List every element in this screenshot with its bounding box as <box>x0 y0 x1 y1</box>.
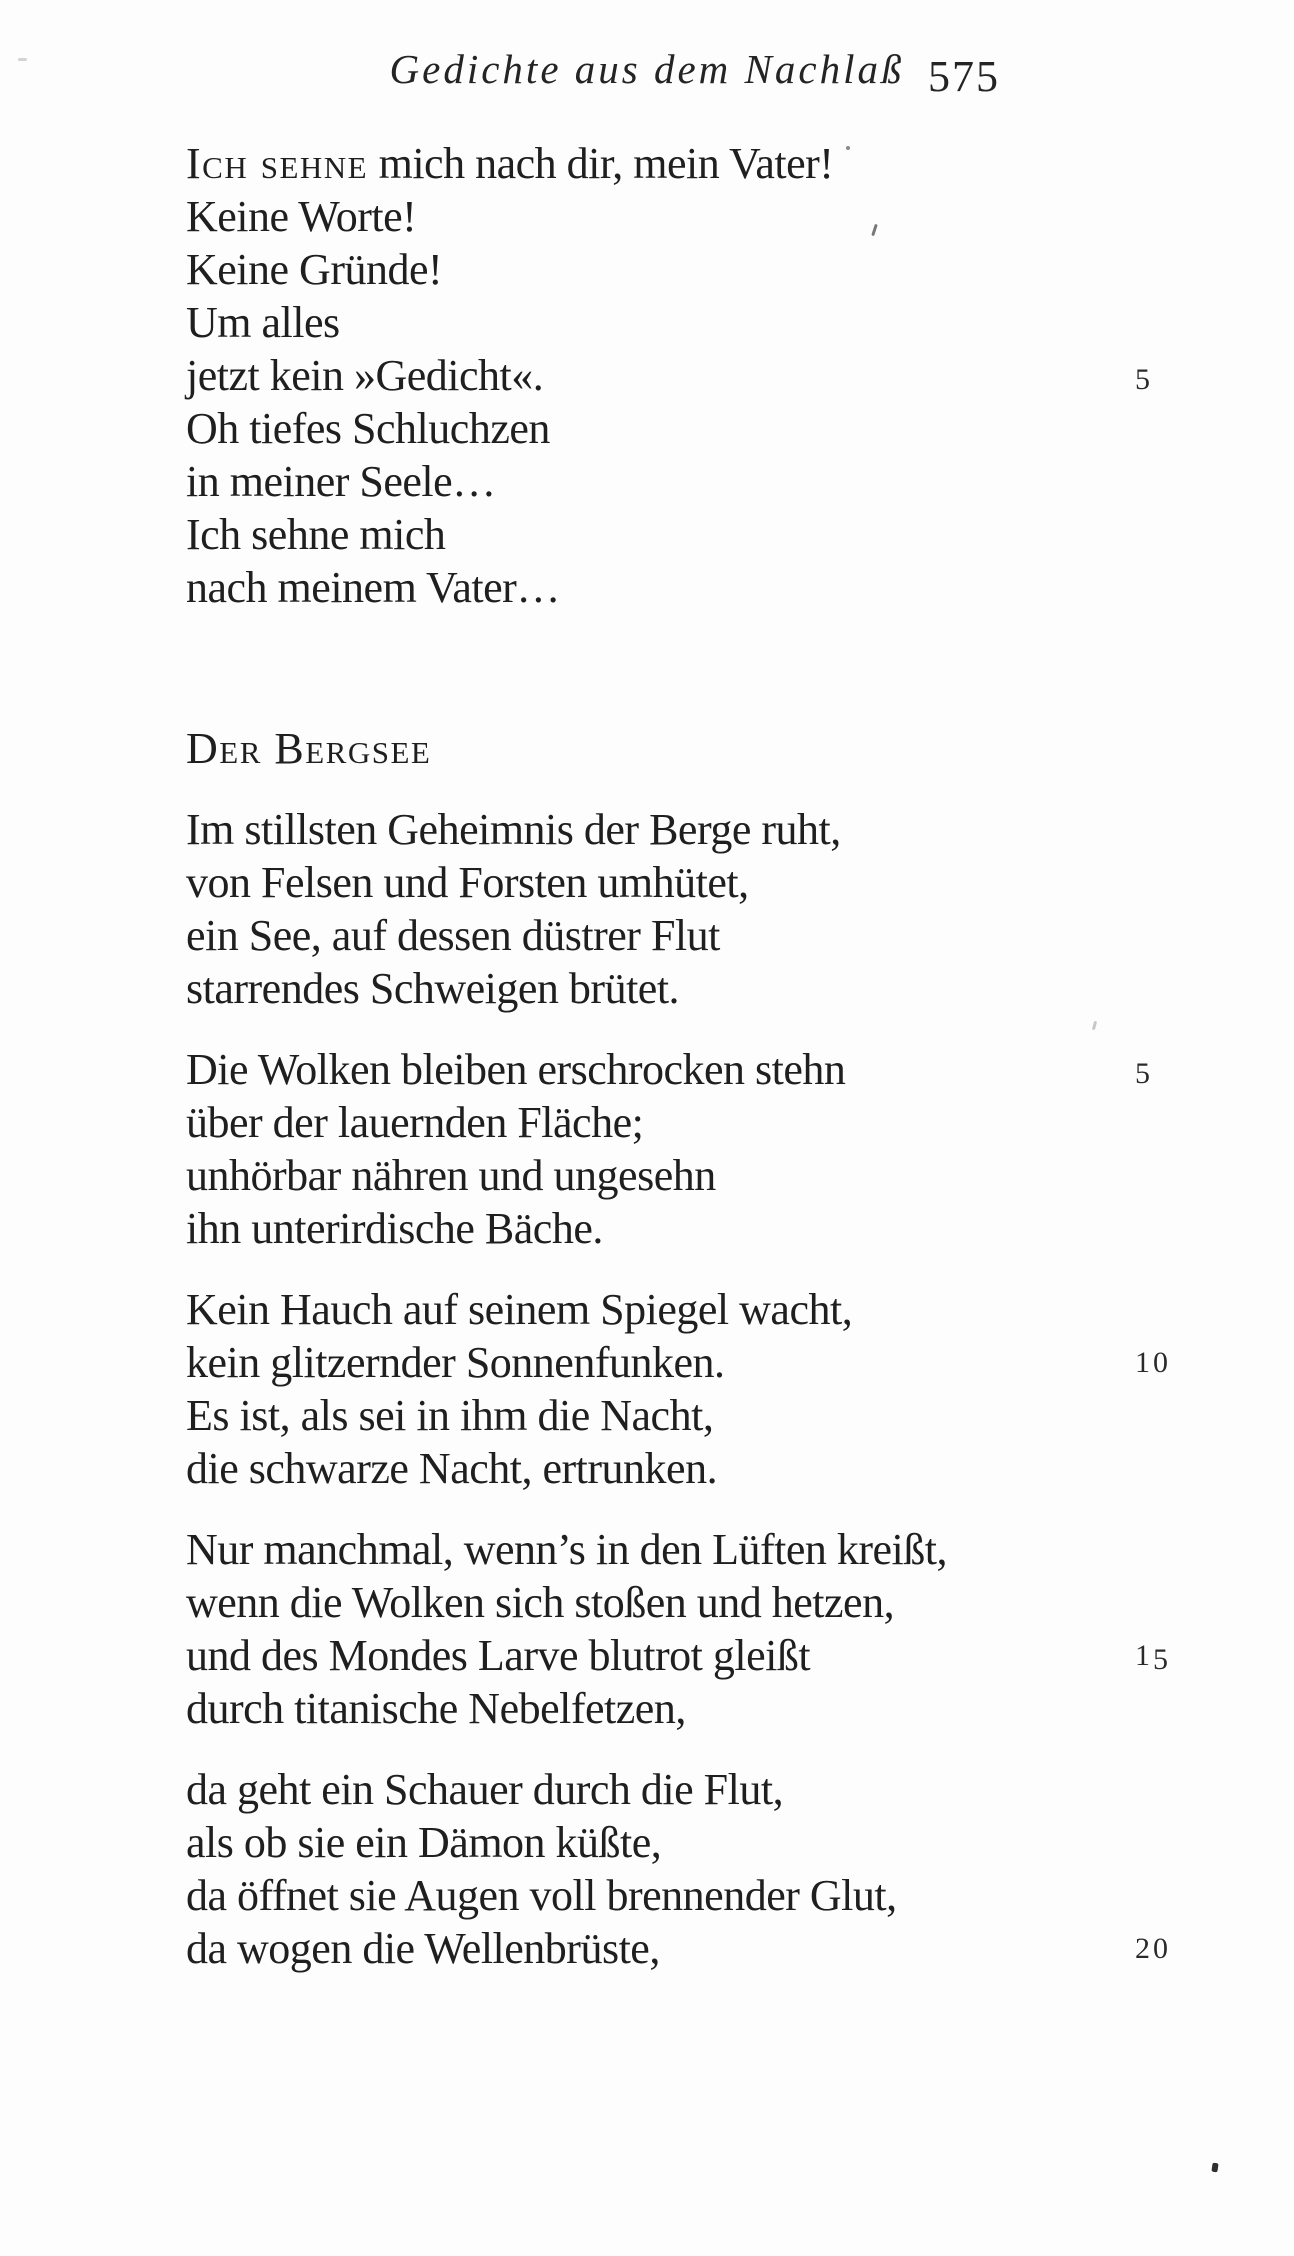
poem-ich-sehne <box>186 137 1153 614</box>
poem-line <box>186 803 947 856</box>
poem-line-text: Keine Gründe! <box>186 245 443 294</box>
poem-line <box>186 1442 947 1495</box>
margin-line-number: 15 <box>1135 1639 1171 1677</box>
poem-line <box>186 349 1153 402</box>
poem-line-text: Um alles <box>186 298 340 347</box>
poem-line-text: in meiner Seele… <box>186 457 496 506</box>
poem-line <box>186 909 947 962</box>
poem-line-text: kein glitzernder Sonnenfunken. <box>186 1338 725 1387</box>
poem-line <box>186 1389 947 1442</box>
scan-speck <box>871 224 878 236</box>
poem-line <box>186 561 833 614</box>
margin-line-number: 5 <box>1135 1057 1153 1091</box>
stanza <box>186 1043 1153 1255</box>
poem-line-text: mich nach dir, mein Vater! <box>368 139 834 188</box>
poem-line <box>186 1202 947 1255</box>
poem-line <box>186 1043 1153 1096</box>
scan-speck <box>18 58 27 61</box>
poem-line <box>186 1576 947 1629</box>
poem-line-text: jetzt kein »Gedicht«. <box>186 351 544 400</box>
scan-speck <box>846 146 850 150</box>
poem-line <box>186 1682 947 1735</box>
running-header <box>0 46 1294 102</box>
poem-line-text: über der lauernden Fläche; <box>186 1098 644 1147</box>
poem-line <box>186 1283 947 1336</box>
poem-line <box>186 1922 1171 1975</box>
stanza <box>186 1763 1171 1975</box>
poem-line-text: von Felsen und Forsten umhütet, <box>186 858 749 907</box>
poem-line <box>186 508 833 561</box>
poem-line-text: unhörbar nähren und ungesehn <box>186 1151 716 1200</box>
stanza <box>186 1523 1171 1735</box>
poem-line-text: die schwarze Nacht, ertrunken. <box>186 1444 718 1493</box>
poem-line <box>186 1149 947 1202</box>
stanza <box>186 1283 1171 1495</box>
poem-line <box>186 1869 947 1922</box>
margin-line-number: 10 <box>1135 1346 1171 1379</box>
stanza <box>186 803 947 1015</box>
poem-line-text: ihn unterirdische Bäche. <box>186 1204 603 1253</box>
poem-line-text: Es ist, als sei in ihm die Nacht, <box>186 1391 714 1440</box>
poem-line-text: da öffnet sie Augen voll brennender Glut, <box>186 1871 897 1920</box>
poem-line-text: Kein Hauch auf seinem Spiegel wacht, <box>186 1285 853 1334</box>
poem-line-text: Im stillsten Geheimnis der Berge ruht, <box>186 805 841 854</box>
poem-line-text: da geht ein Schauer durch die Flut, <box>186 1765 784 1814</box>
poem-line <box>186 190 833 243</box>
page-number: 575 <box>928 52 1000 102</box>
poem-line <box>186 1629 1171 1682</box>
poem-title <box>186 722 947 775</box>
poem-line-text: und des Mondes Larve blutrot gleißt <box>186 1631 811 1680</box>
poem-line <box>186 1523 947 1576</box>
poem-line <box>186 856 947 909</box>
poem-line-text: ein See, auf dessen düstrer Flut <box>186 911 720 960</box>
poem-line <box>186 137 833 190</box>
poem-line-text: da wogen die Wellenbrüste, <box>186 1924 660 1973</box>
poem-line <box>186 455 833 508</box>
scan-speck <box>1211 2163 1218 2173</box>
running-header-title: Gedichte aus dem Nachlaß <box>389 46 905 92</box>
poem-line-text: als ob sie ein Dämon küßte, <box>186 1818 662 1867</box>
poem-line-text: nach meinem Vater… <box>186 563 560 612</box>
poem-line-text: Keine Worte! <box>186 192 417 241</box>
poem-incipit-smallcaps: Ich sehne <box>186 139 369 188</box>
poem-line <box>186 1816 947 1869</box>
poem-line <box>186 402 833 455</box>
poem-line-text: Nur manchmal, wenn’s in den Lüften kreißt, <box>186 1525 948 1574</box>
poem-line <box>186 243 833 296</box>
poem-line-text: starrendes Schweigen brütet. <box>186 964 680 1013</box>
poem-line-text: wenn die Wolken sich stoßen und hetzen, <box>186 1578 895 1627</box>
margin-line-number: 20 <box>1135 1932 1171 1965</box>
poem-line-text: Die Wolken bleiben erschrocken stehn <box>186 1045 846 1094</box>
poem-line-text: Ich sehne mich <box>186 510 446 559</box>
poem-title-text: Der Bergsee <box>186 724 432 773</box>
poem-line-text: durch titanische Nebelfetzen, <box>186 1684 686 1733</box>
poem-line <box>186 1096 947 1149</box>
poem-line <box>186 296 833 349</box>
poem-line <box>186 962 947 1015</box>
poem-line-text: Oh tiefes Schluchzen <box>186 404 550 453</box>
poem-line <box>186 1763 947 1816</box>
poem-line <box>186 1336 1171 1389</box>
margin-line-number: 5 <box>1135 363 1153 397</box>
scan-speck <box>1092 1021 1097 1030</box>
poem-der-bergsee <box>186 722 1171 1975</box>
